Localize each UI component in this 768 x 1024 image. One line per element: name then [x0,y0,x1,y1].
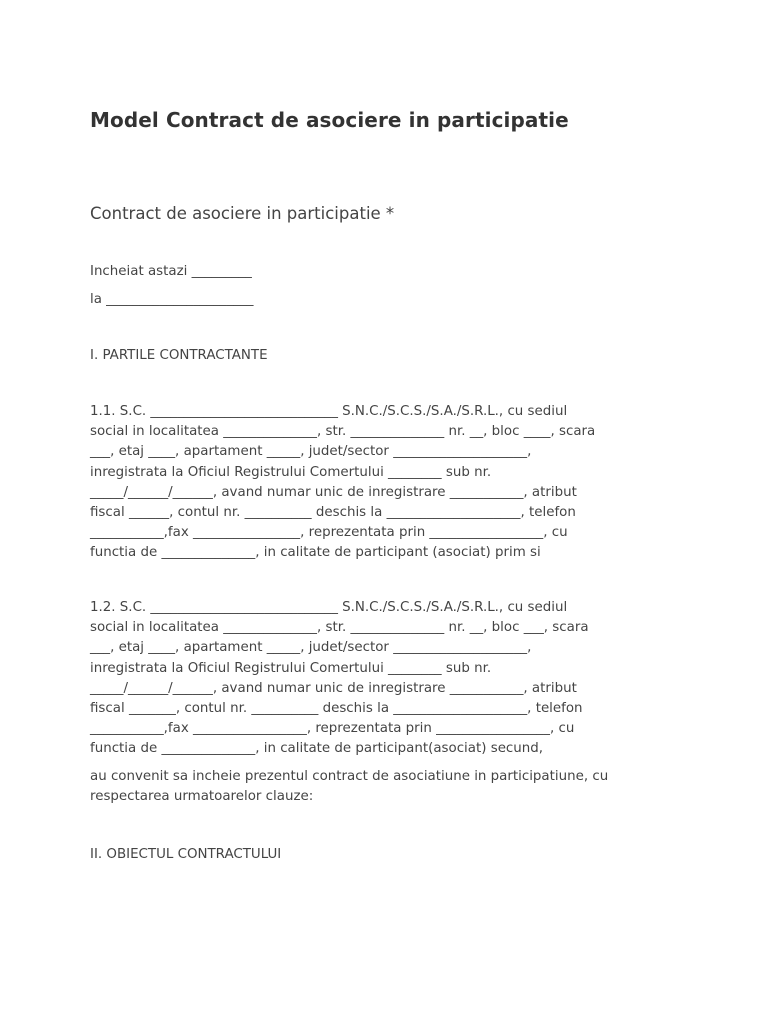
clause-line: social in localitatea ______________, str. ______________ nr. __, bloc ____, scara [90,424,596,440]
section-heading-parties: I. PARTILE CONTRACTANTE [90,348,268,363]
clause-line: social in localitatea ______________, str. ______________ nr. __, bloc ___, scara [90,620,589,636]
clause-line: fiscal ______, contul nr. __________ deschis la ____________________, telefon [90,505,576,521]
clause-line: _____/______/______, avand numar unic de inregistrare ___________, atribut [90,680,577,696]
clause-line: 1.1. S.C. ____________________________ S.N.C./S.C.S./S.A./S.R.L., cu sediul [90,404,568,419]
clause-line: functia de ______________, in calitate de participant(asociat) secund, [90,741,544,757]
clause-1-1 [90,402,690,564]
clause-line: fiscal _______, contul nr. __________ deschis la ____________________, telefon [90,701,583,717]
paragraph-line: au convenit sa incheie prezentul contract de asociatiune in participatiune, cu [90,769,609,784]
concluded-place-line: la ______________________ [90,292,254,307]
clause-line: inregistrata la Oficiul Registrului Comertului ________ sub nr. [90,660,492,676]
clause-line: ___, etaj ____, apartament _____, judet/sector ____________________, [90,444,532,460]
document-title: Model Contract de asociere in participatie [90,108,569,132]
agreement-paragraph [90,767,690,807]
concluded-date-line: Incheiat astazi _________ [90,264,252,279]
clause-line: functia de ______________, in calitate de participant (asociat) prim si [90,545,541,561]
clause-1-2 [90,598,690,760]
clause-line: _____/______/______, avand numar unic de inregistrare ___________, atribut [90,484,577,500]
section-heading-object: II. OBIECTUL CONTRACTULUI [90,847,282,862]
clause-line: ___________,fax _________________, reprezentata prin _________________, cu [90,721,575,737]
clause-line: ___, etaj ____, apartament _____, judet/sector ____________________, [90,640,532,656]
clause-line: ___________,fax ________________, reprezentata prin _________________, cu [90,525,568,541]
clause-line: inregistrata la Oficiul Registrului Comertului ________ sub nr. [90,464,492,480]
paragraph-line: respectarea urmatoarelor clauze: [90,789,314,805]
contract-subtitle: Contract de asociere in participatie * [90,204,395,223]
clause-line: 1.2. S.C. ____________________________ S.N.C./S.C.S./S.A./S.R.L., cu sediul [90,600,568,615]
